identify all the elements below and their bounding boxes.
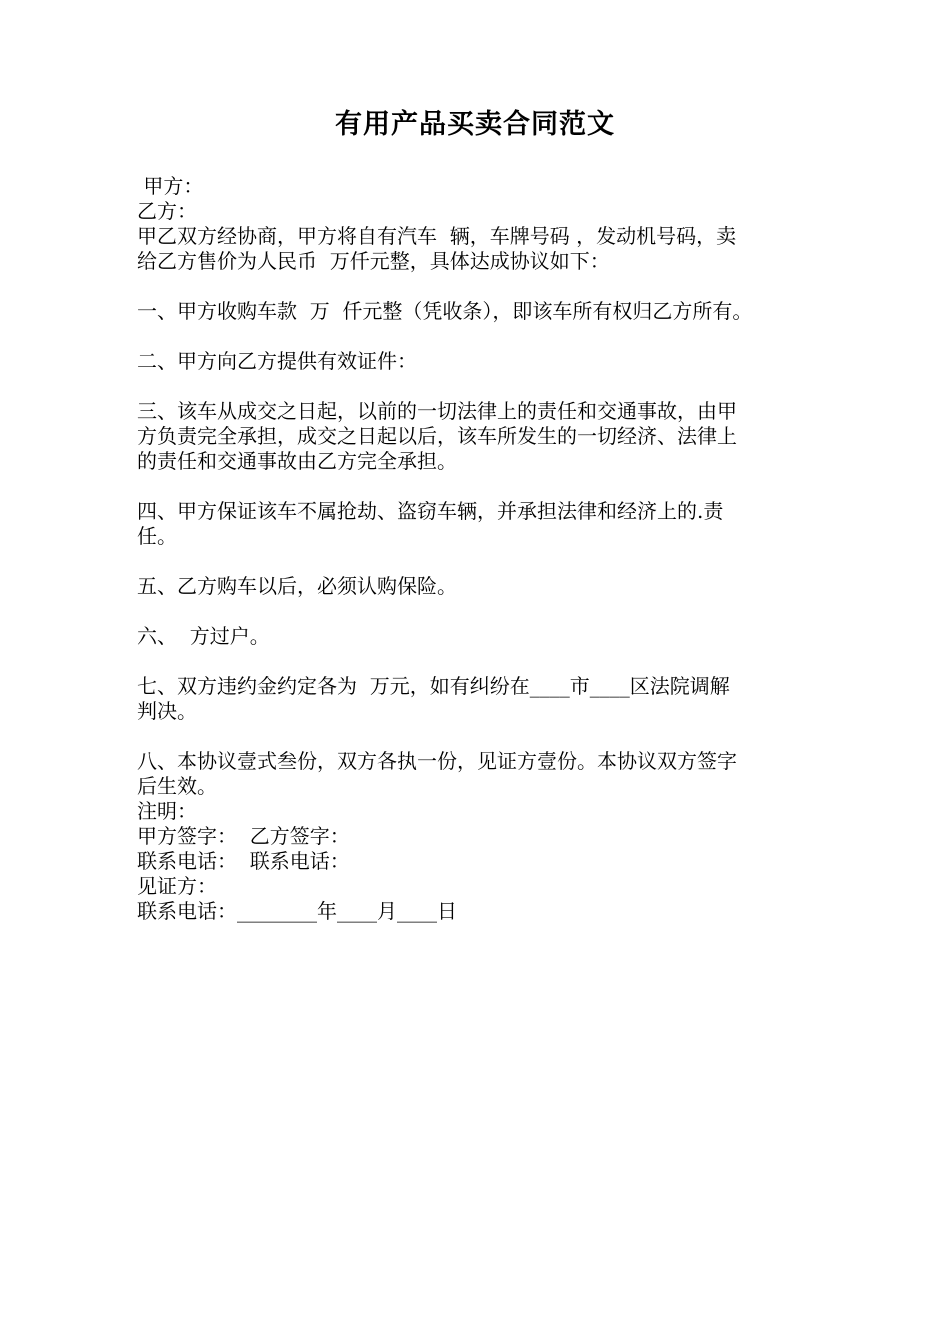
document-line: 七、双方违约金约定各为 万元，如有纠纷在____市____区法院调解 <box>137 674 730 698</box>
document-line: 方负责完全承担，成交之日起以后，该车所发生的一切经济、法律上 <box>137 424 737 448</box>
document-line: 联系电话：________年____月____日 <box>137 899 457 923</box>
document-line: 二、甲方向乙方提供有效证件： <box>137 349 417 373</box>
document-line: 任。 <box>137 524 177 548</box>
document-line: 八、本协议壹式叁份，双方各执一份，见证方壹份。本协议双方签字 <box>137 749 737 773</box>
document-line: 注明： <box>137 799 197 823</box>
document-line: 后生效。 <box>137 774 217 798</box>
blank-line <box>137 374 827 399</box>
document-line: 联系电话： 联系电话： <box>137 849 350 873</box>
document-line: 三、该车从成交之日起，以前的一切法律上的责任和交通事故，由甲 <box>137 399 737 423</box>
document-line: 判决。 <box>137 699 197 723</box>
document-line: 六、 方过户。 <box>137 624 270 648</box>
document-line: 五、乙方购车以后，必须认购保险。 <box>137 574 457 598</box>
document-line: 乙方： <box>137 199 197 223</box>
blank-line <box>137 724 827 749</box>
document-line: 甲方： <box>137 174 204 198</box>
blank-line <box>137 324 827 349</box>
document-body <box>137 174 827 924</box>
blank-line <box>137 549 827 574</box>
blank-line <box>137 599 827 624</box>
blank-line <box>137 649 827 674</box>
document-line: 见证方： <box>137 874 217 898</box>
blank-line <box>137 274 827 299</box>
blank-line <box>137 474 827 499</box>
document-line: 四、甲方保证该车不属抢劫、盗窃车辆，并承担法律和经济上的.责 <box>137 499 724 523</box>
document-line: 甲乙双方经协商，甲方将自有汽车 辆，车牌号码 ，发动机号码，卖 <box>137 224 737 248</box>
document-line: 的责任和交通事故由乙方完全承担。 <box>137 449 457 473</box>
document-line: 一、甲方收购车款 万 仟元整（凭收条），即该车所有权归乙方所有。 <box>137 299 753 323</box>
document-line: 甲方签字： 乙方签字： <box>137 824 350 848</box>
document-line: 给乙方售价为人民币 万仟元整，具体达成协议如下： <box>137 249 610 273</box>
document-title: 有用产品买卖合同范文 <box>335 109 615 140</box>
